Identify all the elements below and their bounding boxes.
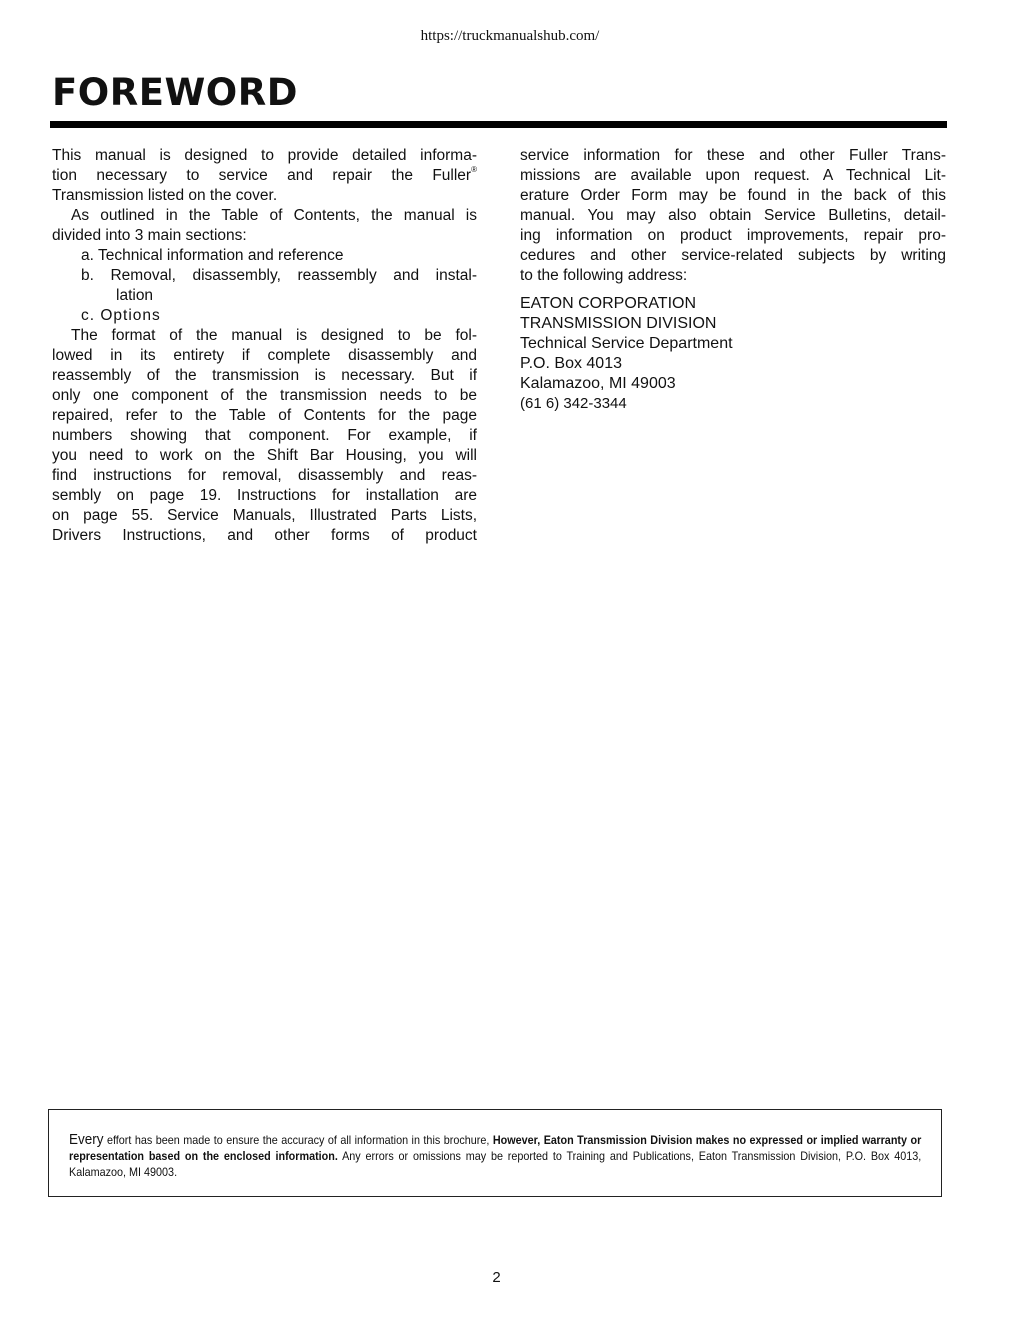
page-number: 2	[492, 1269, 501, 1286]
disclaimer-text	[69, 1132, 921, 1180]
disclaimer-first-word: Every	[69, 1131, 104, 1148]
disclaimer-text-2: Any errors or omissions may be reported to Training and Publications, Eaton Transmission Division, P.O. Box 4013, Kalamazoo, MI 49003.	[69, 1149, 922, 1179]
right-line-1: service information for these and other Fuller Trans-	[520, 147, 946, 164]
left-line-15: numbers showing that component. For example, if	[52, 427, 477, 444]
left-line-17: find instructions for removal, disassembly and reas-	[52, 467, 477, 484]
left-line-10: The format of the manual is designed to be fol-	[71, 327, 477, 344]
right-line-7: to the following address:	[520, 267, 688, 284]
address-po-box: P.O. Box 4013	[520, 355, 622, 372]
list-item-c: c. Options	[81, 307, 161, 324]
title-rule	[50, 121, 947, 128]
left-line-4: As outlined in the Table of Contents, the manual is	[71, 207, 477, 224]
page-title: FOREWORD	[52, 71, 298, 114]
address-city: Kalamazoo, MI 49003	[520, 375, 676, 392]
address-company: EATON CORPORATION	[520, 295, 697, 312]
left-line-11: lowed in its entirety if complete disassembly and	[52, 347, 477, 364]
left-line-20: Drivers Instructions, and other forms of product	[52, 527, 477, 544]
list-item-b-continued: lation	[116, 287, 154, 304]
left-line-19: on page 55. Service Manuals, Illustrated Parts Lists,	[52, 507, 477, 524]
left-line-1: This manual is designed to provide detailed informa-	[52, 147, 477, 164]
address-department: Technical Service Department	[520, 335, 733, 352]
left-line-18: sembly on page 19. Instructions for installation are	[52, 487, 477, 504]
right-line-2: missions are available upon request. A Technical Lit-	[520, 167, 946, 184]
mailing-address	[520, 294, 946, 414]
right-line-5: ing information on product improvements, repair pro-	[520, 227, 946, 244]
left-line-13: only one component of the transmission needs to be	[52, 387, 477, 404]
list-item-b: b. Removal, disassembly, reassembly and instal-	[81, 267, 477, 284]
right-line-6: cedures and other service-related subjects by writing	[520, 247, 946, 264]
address-division: TRANSMISSION DIVISION	[520, 315, 717, 332]
source-url[interactable]: https://truckmanualshub.com/	[420, 28, 600, 44]
left-column	[52, 146, 477, 546]
left-line-14: repaired, refer to the Table of Contents for the page	[52, 407, 477, 424]
right-line-3: erature Order Form may be found in the back of this	[520, 187, 946, 204]
left-line-5: divided into 3 main sections:	[52, 227, 247, 244]
right-column	[520, 146, 946, 414]
left-line-2	[52, 166, 477, 186]
disclaimer-bold: However, Eaton Transmission Division makes no expressed or implied warranty or representation based on the enclosed information.	[69, 1133, 922, 1163]
right-line-4: manual. You may also obtain Service Bulletins, detail-	[520, 207, 946, 224]
disclaimer-box	[48, 1109, 942, 1197]
address-phone: (61 6) 342-3344	[520, 395, 627, 412]
list-item-a: a. Technical information and reference	[81, 247, 344, 264]
disclaimer-text-1: effort has been made to ensure the accuracy of all information in this brochure,	[103, 1133, 493, 1147]
left-line-12: reassembly of the transmission is necessary. But if	[52, 367, 477, 384]
registered-mark: ®	[471, 166, 477, 174]
left-line-3: Transmission listed on the cover.	[52, 187, 278, 204]
left-line-16: you need to work on the Shift Bar Housing, you will	[52, 447, 477, 464]
left-line-2-text: tion necessary to service and repair the Fuller	[52, 167, 472, 184]
